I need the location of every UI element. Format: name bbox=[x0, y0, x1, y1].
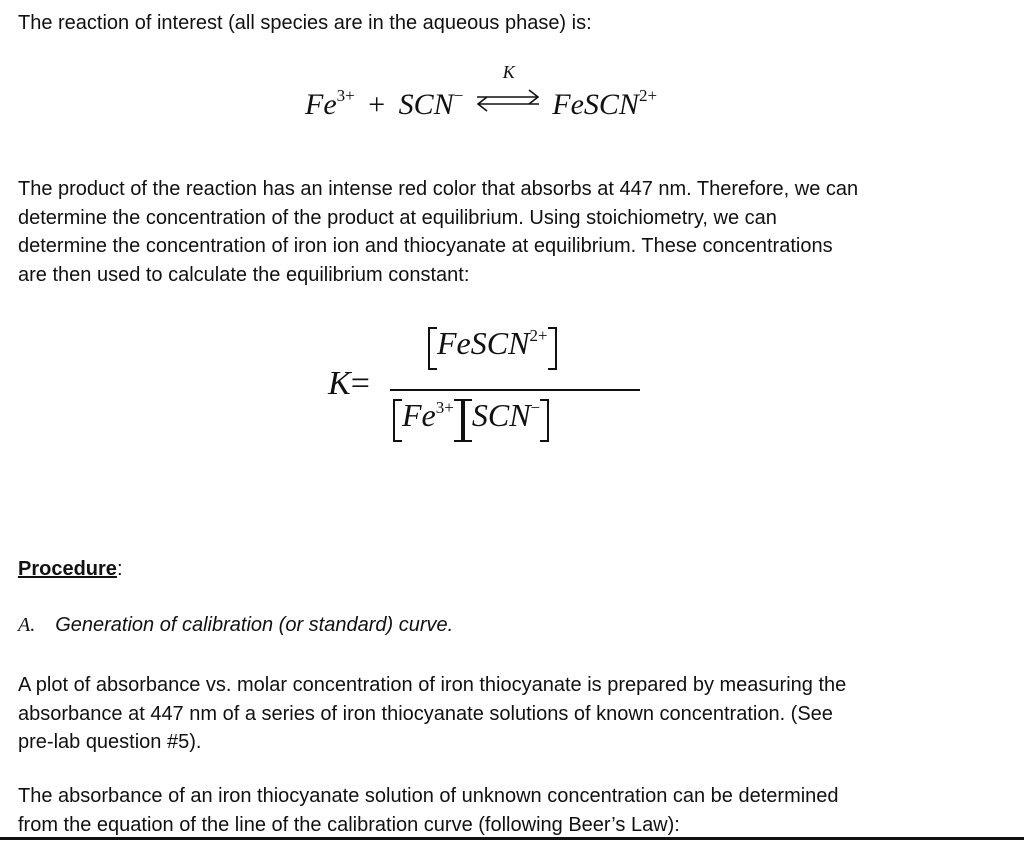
plus-sign: + bbox=[368, 88, 386, 121]
paragraph-2-line: absorbance at 447 nm of a series of iron thiocyanate solutions of known concentration. (See bbox=[18, 702, 833, 725]
arrow-k-label: K bbox=[502, 62, 515, 82]
denominator-scn-charge: − bbox=[530, 398, 541, 417]
reactant-fe: Fe bbox=[305, 88, 337, 121]
paragraph-3 bbox=[18, 782, 1008, 839]
paragraph-3-line: from the equation of the line of the calibration curve (following Beer’s Law): bbox=[18, 813, 680, 836]
product-fescn: FeSCN bbox=[552, 88, 639, 121]
paragraph-2-line: pre-lab question #5). bbox=[18, 731, 202, 753]
equals-sign: = bbox=[350, 365, 370, 402]
procedure-title: Procedure bbox=[18, 558, 117, 580]
intro-text: The reaction of interest (all species are in the aqueous phase) is: bbox=[18, 12, 592, 34]
denominator-bracket-fe bbox=[393, 397, 463, 434]
section-a-heading bbox=[18, 614, 453, 637]
denominator-bracket-scn bbox=[463, 397, 549, 434]
equilibrium-constant-expression bbox=[328, 325, 628, 465]
section-a-letter: A. bbox=[18, 614, 36, 636]
paragraph-1-line: The product of the reaction has an intense red color that absorbs at 447 nm. Therefore, we can bbox=[18, 178, 859, 200]
denominator-fe: Fe bbox=[402, 397, 436, 433]
paragraph-1 bbox=[18, 175, 1008, 289]
paragraph-1-line: determine the concentration of iron ion and thiocyanate at equilibrium. These concentrations bbox=[18, 235, 833, 257]
fraction-bar bbox=[390, 389, 640, 391]
numerator-bracket bbox=[428, 325, 557, 362]
paragraph-2-line: A plot of absorbance vs. molar concentration of iron thiocyanate is prepared by measuring the bbox=[18, 674, 847, 696]
denominator-fe-charge: 3+ bbox=[435, 398, 454, 417]
k-lhs bbox=[328, 365, 370, 403]
numerator bbox=[428, 325, 557, 362]
numerator-charge: 2+ bbox=[529, 326, 548, 345]
reaction-equation bbox=[305, 62, 658, 121]
scn-charge: − bbox=[453, 86, 464, 105]
paragraph-3-line: The absorbance of an iron thiocyanate solution of unknown concentration can be determined bbox=[18, 785, 839, 807]
procedure-colon: : bbox=[116, 558, 123, 580]
paragraph-1-line: are then used to calculate the equilibrium constant: bbox=[18, 263, 470, 286]
numerator-species: FeSCN bbox=[437, 325, 530, 361]
k-symbol: K bbox=[328, 365, 351, 402]
paragraph-2 bbox=[18, 671, 1008, 757]
fe-charge: 3+ bbox=[336, 86, 355, 105]
product-charge: 2+ bbox=[638, 86, 658, 105]
reactant-scn: SCN bbox=[398, 88, 454, 121]
equilibrium-arrow-icon bbox=[473, 62, 543, 120]
procedure-heading bbox=[18, 558, 123, 581]
denominator bbox=[393, 397, 549, 434]
paragraph-1-line: determine the concentration of the product at equilibrium. Using stoichiometry, we can bbox=[18, 206, 777, 229]
section-a-title: Generation of calibration (or standard) curve. bbox=[55, 614, 454, 636]
page-bottom-rule bbox=[0, 837, 1024, 840]
denominator-scn: SCN bbox=[471, 397, 531, 433]
